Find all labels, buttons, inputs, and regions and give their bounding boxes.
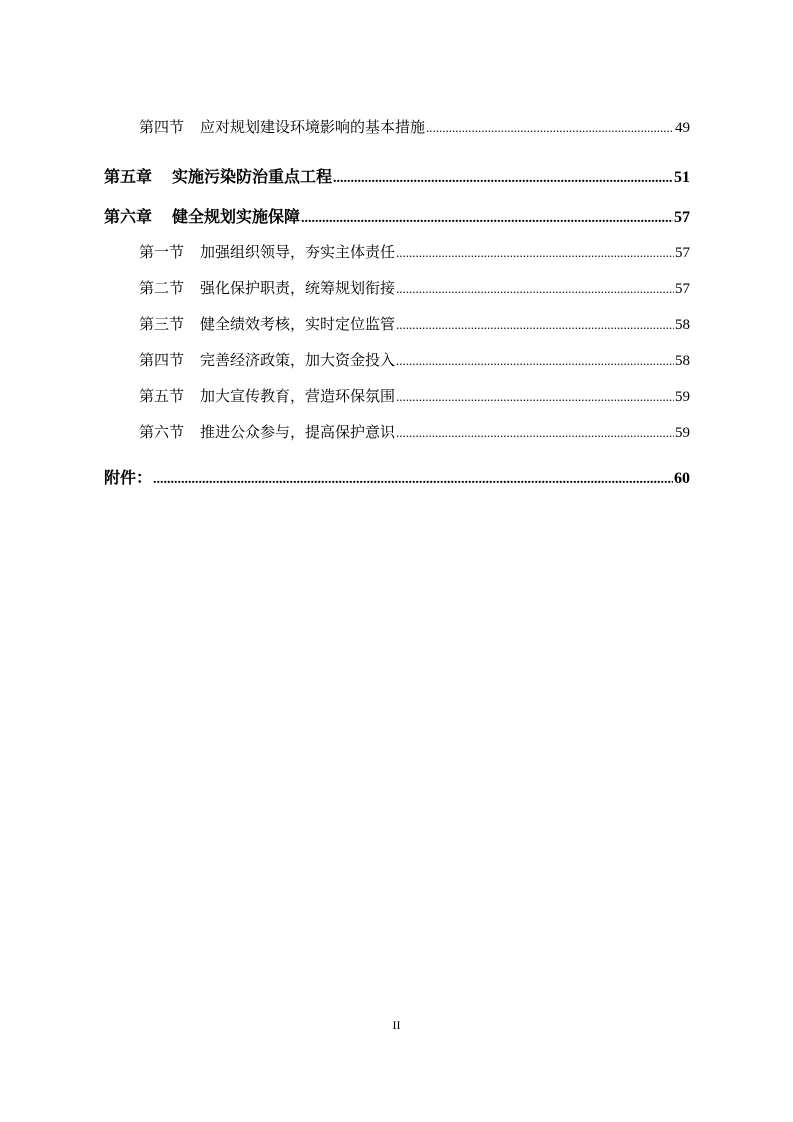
toc-entry-page-number: 58 (675, 317, 690, 333)
toc-entry-section-6-5[interactable] (139, 385, 690, 406)
toc-dot-leader (153, 472, 673, 488)
toc-entry-number: 第四节 (139, 118, 185, 136)
toc-entry-page-number: 58 (675, 353, 690, 369)
toc-entry-page-number: 57 (675, 281, 690, 297)
toc-entry-number: 第四节 (139, 351, 185, 369)
toc-entry-number: 第一节 (139, 243, 185, 261)
footer-page-number: II (392, 1018, 401, 1032)
toc-entry-appendix[interactable] (104, 465, 690, 488)
toc-entry-number: 第六章 (104, 207, 153, 226)
toc-entry-title: 加强组织领导，夯实主体责任 (200, 243, 396, 261)
toc-entry-number: 第三节 (139, 315, 185, 333)
toc-entry-page-number: 57 (674, 209, 690, 226)
toc-entry-title: 加大宣传教育，营造环保氛围 (200, 387, 396, 405)
toc-entry-number: 附件： (104, 468, 153, 487)
toc-entry-page-number: 57 (675, 245, 690, 261)
toc-dot-leader (301, 211, 673, 227)
toc-entry-title: 应对规划建设环境影响的基本措施 (200, 118, 426, 136)
toc-entry-section-6-3[interactable] (139, 313, 690, 334)
toc-entry-page-number: 59 (675, 425, 690, 441)
toc-entry-page-number: 51 (674, 169, 690, 186)
toc-dot-leader (426, 120, 674, 136)
toc-entry-number: 第六节 (139, 423, 185, 441)
toc-dot-leader (396, 317, 674, 333)
toc-dot-leader (396, 353, 674, 369)
toc-entry-section-4-4[interactable] (139, 116, 690, 137)
toc-entry-number: 第二节 (139, 279, 185, 297)
toc-entry-number: 第五节 (139, 387, 185, 405)
toc-dot-leader (333, 171, 673, 187)
toc-dot-leader (396, 245, 674, 261)
toc-entry-chapter-6[interactable] (104, 204, 690, 227)
toc-entry-section-6-1[interactable] (139, 241, 690, 262)
toc-dot-leader (396, 425, 674, 441)
toc-entry-title: 健全绩效考核，实时定位监管 (200, 315, 396, 333)
toc-entry-title: 健全规划实施保障 (172, 207, 301, 226)
toc-dot-leader (396, 389, 674, 405)
toc-entry-chapter-5[interactable] (104, 164, 690, 187)
toc-entry-page-number: 60 (674, 470, 690, 487)
toc-entry-section-6-2[interactable] (139, 277, 690, 298)
toc-entry-title: 实施污染防治重点工程 (172, 167, 333, 186)
toc-entry-section-6-4[interactable] (139, 349, 690, 370)
toc-entry-section-6-6[interactable] (139, 421, 690, 442)
toc-entry-number: 第五章 (104, 167, 153, 186)
toc-entry-title: 强化保护职责，统筹规划衔接 (200, 279, 396, 297)
toc-entry-title: 完善经济政策，加大资金投入 (200, 351, 396, 369)
toc-entry-page-number: 49 (675, 120, 690, 136)
toc-dot-leader (396, 281, 674, 297)
toc-entry-title: 推进公众参与，提高保护意识 (200, 423, 396, 441)
toc-entry-page-number: 59 (675, 389, 690, 405)
